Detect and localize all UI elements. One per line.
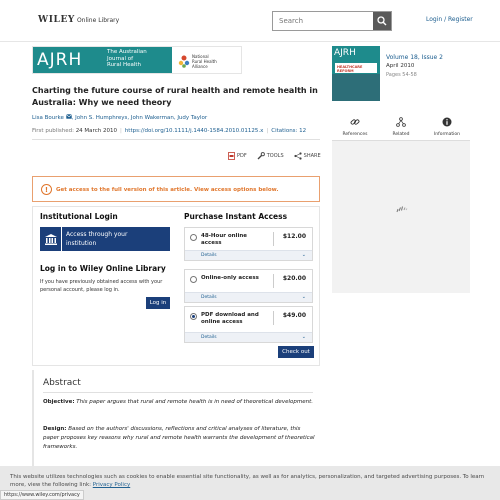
access-notice-bold: Get access to the full version of this article.	[56, 187, 193, 193]
logo-text: WILEY	[38, 15, 75, 25]
search-box	[272, 11, 392, 31]
share-button[interactable]	[294, 152, 321, 160]
nrha-name	[192, 54, 217, 69]
author-list	[32, 114, 207, 121]
ajrh-abbr: AJRH	[37, 50, 83, 70]
cookie-text	[10, 473, 490, 489]
nrha-emblem-icon	[177, 53, 191, 69]
partner-line: National	[192, 54, 209, 59]
privacy-policy-link[interactable]: Privacy Policy	[92, 482, 131, 488]
first-published-label: First published:	[32, 128, 74, 134]
side-panel	[332, 141, 470, 293]
issue-volume-link[interactable]: Volume 18, Issue 2	[386, 54, 443, 61]
option-price: $49.00	[282, 312, 306, 319]
purchase-option[interactable]	[184, 227, 313, 261]
pdf-button[interactable]	[228, 152, 247, 160]
objective-label: Objective:	[43, 399, 75, 405]
institutional-login-heading: Institutional Login	[40, 212, 118, 221]
issue-pages: Pages 54-58	[386, 72, 417, 78]
details-label: Details	[201, 335, 217, 340]
author-separator: ,	[71, 115, 76, 121]
network-icon	[396, 117, 406, 127]
search-input[interactable]	[273, 12, 373, 30]
option-divider	[273, 311, 274, 325]
ajrh-logo	[33, 47, 172, 73]
option-details-toggle[interactable]	[185, 332, 312, 342]
chevron-down-icon: ⌄	[301, 334, 306, 340]
cover-body	[332, 74, 380, 101]
loading-spinner-icon	[396, 205, 408, 213]
link-icon	[350, 117, 360, 127]
meta-separator: |	[266, 128, 269, 134]
abstract-objective	[43, 398, 313, 407]
citations-count[interactable]: Citations: 12	[271, 128, 307, 134]
option-radio-selected[interactable]	[190, 313, 197, 320]
option-price: $20.00	[282, 275, 306, 282]
author-link[interactable]: Judy Taylor	[177, 115, 208, 121]
institution-button-line: Access through your	[66, 231, 128, 238]
journal-name-line: Journal of	[107, 55, 134, 62]
logo-subtext: Online Library	[76, 17, 120, 24]
cover-strip-text: HEALTHCARE REFORM	[337, 65, 363, 73]
cover-title: AJRH	[334, 48, 356, 58]
institution-button-line: institution	[66, 240, 97, 247]
option-radio[interactable]	[190, 276, 197, 283]
pdf-icon	[228, 152, 235, 160]
tab-label: Information	[433, 132, 461, 137]
doi-link[interactable]: https://doi.org/10.1111/j.1440-1584.2010.01125.x	[124, 128, 264, 134]
option-label: PDF download and online access	[201, 312, 259, 325]
option-divider	[273, 274, 274, 288]
tab-references[interactable]	[332, 113, 378, 141]
login-button[interactable]: Log in	[146, 297, 170, 309]
divider	[43, 392, 313, 393]
search-button[interactable]	[373, 12, 391, 30]
institution-button-label	[66, 230, 127, 248]
wrench-icon	[257, 152, 265, 160]
login-register-link[interactable]: Login / Register	[426, 16, 473, 23]
abstract-design	[43, 425, 318, 452]
meta-separator: |	[119, 128, 122, 134]
design-text: Based on the authors' discussions, reflections and critical analyses of literature, this paper proposes key reasons why rural and remote health warrants the development of theoretical frameworks.	[43, 426, 315, 450]
access-options-panel	[32, 206, 320, 366]
article-title: Charting the future course of rural health and remote health in Australia: Why we need theory	[32, 86, 318, 107]
share-label: SHARE	[303, 153, 321, 159]
abstract-section	[32, 370, 320, 470]
tab-label: References	[342, 132, 368, 137]
status-bar-url: https://www.wiley.com/privacy	[0, 490, 84, 500]
details-label: Details	[201, 253, 217, 258]
login-description: If you have previously obtained access with your personal account, please log in.	[40, 279, 163, 293]
author-link[interactable]: John Wakerman	[130, 115, 174, 121]
site-header	[0, 0, 500, 42]
option-price: $12.00	[282, 233, 306, 240]
tools-label: TOOLS	[266, 153, 284, 159]
author-separator: ,	[173, 115, 178, 121]
option-details-toggle[interactable]	[185, 292, 312, 302]
abstract-heading: Abstract	[43, 378, 81, 388]
chevron-down-icon: ⌄	[301, 252, 306, 258]
author-separator: ,	[127, 115, 131, 121]
journal-name	[107, 49, 147, 69]
view-access-options-link[interactable]: View access options below.	[194, 187, 279, 193]
details-label: Details	[201, 295, 217, 300]
tools-button[interactable]	[257, 152, 284, 160]
author-link[interactable]: John S. Humphreys	[75, 115, 128, 121]
author-link[interactable]: Lisa Bourke	[32, 115, 64, 121]
cover-strip	[335, 63, 377, 73]
purchase-option[interactable]	[184, 306, 313, 343]
issue-date: April 2010	[386, 63, 415, 69]
partner-line: Alliance	[192, 64, 208, 69]
article-meta	[32, 128, 306, 134]
info-icon	[442, 117, 452, 127]
tab-information[interactable]	[424, 113, 470, 141]
divider	[32, 139, 320, 140]
tab-label: Related	[392, 132, 410, 137]
side-tabs	[332, 113, 470, 141]
info-icon: !	[41, 184, 52, 195]
pdf-label: PDF	[237, 153, 247, 159]
journal-name-line: Rural Health	[107, 62, 142, 68]
article-tools	[228, 152, 321, 160]
checkout-button[interactable]: Check out	[278, 346, 314, 358]
wiley-login-heading: Log in to Wiley Online Library	[40, 264, 166, 273]
access-through-institution-button[interactable]	[40, 227, 170, 251]
journal-name-line: The Australian	[107, 49, 147, 55]
access-notice	[32, 176, 320, 202]
share-icon	[294, 152, 302, 160]
partner-line: Rural Health	[192, 59, 217, 64]
option-label: 48-Hour online access	[201, 233, 247, 246]
nrha-logo	[176, 51, 240, 71]
tab-related[interactable]	[378, 113, 424, 141]
cookie-message: This website utilizes technologies such as cookies to enable essential site functionality, as well as for analytics, personalization, and targeted advertising purposes. To learn more, view the following link:	[10, 474, 485, 488]
institution-icon	[40, 227, 62, 251]
first-published-date: 24 March 2010	[75, 128, 117, 134]
option-details-toggle[interactable]	[185, 250, 312, 260]
chevron-down-icon: ⌄	[301, 294, 306, 300]
journal-banner[interactable]	[32, 46, 242, 74]
design-label: Design:	[43, 426, 67, 432]
objective-text: This paper argues that rural and remote health is in need of theoretical development.	[76, 399, 313, 405]
option-label: Online-only access	[201, 275, 259, 281]
option-radio[interactable]	[190, 234, 197, 241]
purchase-option[interactable]	[184, 269, 313, 303]
option-divider	[273, 232, 274, 246]
wiley-logo[interactable]	[38, 15, 119, 25]
purchase-access-heading: Purchase Instant Access	[184, 212, 288, 221]
access-notice-text	[56, 187, 279, 193]
journal-cover-image[interactable]	[332, 46, 380, 101]
search-icon	[377, 16, 387, 26]
